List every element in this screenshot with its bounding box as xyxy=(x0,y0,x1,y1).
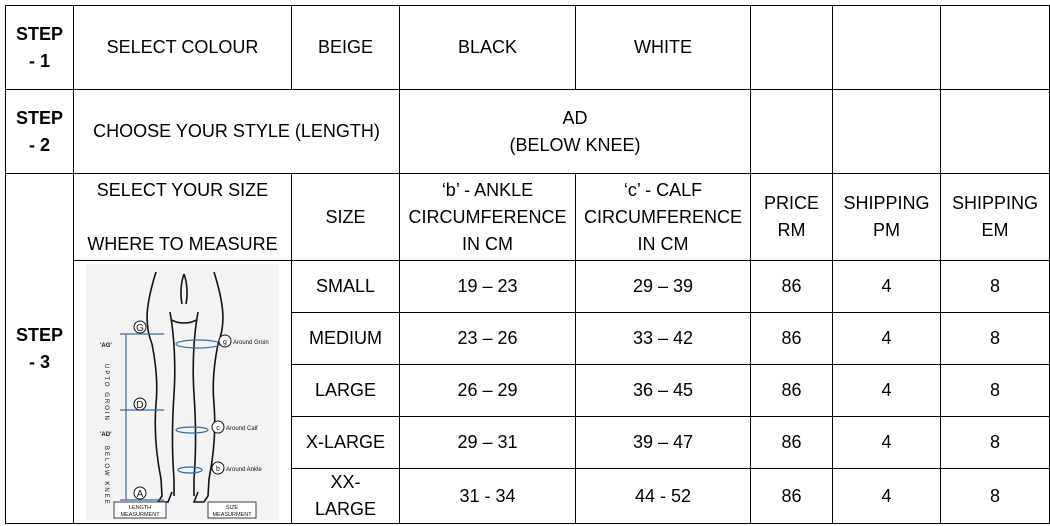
price-column-header: PRICE RM xyxy=(751,174,833,261)
where-to-measure-label: WHERE TO MEASURE xyxy=(87,233,278,254)
step-1-row xyxy=(6,6,1050,90)
calf-cell: 39 – 47 xyxy=(576,417,751,469)
price-cell: 86 xyxy=(751,469,833,524)
price-cell: 86 xyxy=(751,313,833,365)
price-cell: 86 xyxy=(751,417,833,469)
calf-column-header: ‘c’ - CALF CIRCUMFERENCE IN CM xyxy=(576,174,751,261)
calf-cell: 33 – 42 xyxy=(576,313,751,365)
ankle-cell: 31 - 34 xyxy=(400,469,576,524)
empty-cell xyxy=(941,90,1050,174)
empty-cell xyxy=(751,90,833,174)
size-cell[interactable]: X-LARGE xyxy=(292,417,400,469)
size-measurement-line1: SIZE xyxy=(225,505,239,511)
circle-c: c xyxy=(216,425,220,432)
measurement-diagram xyxy=(86,264,279,520)
step-1-label: STEP - 1 xyxy=(6,6,74,90)
ankle-cell: 23 – 26 xyxy=(400,313,576,365)
ankle-cell: 19 – 23 xyxy=(400,261,576,313)
leg-measurement-diagram xyxy=(86,264,279,520)
empty-cell xyxy=(833,6,941,90)
shipping-em-cell: 8 xyxy=(941,313,1050,365)
size-cell[interactable]: SMALL xyxy=(292,261,400,313)
ankle-cell: 29 – 31 xyxy=(400,417,576,469)
size-cell[interactable]: LARGE xyxy=(292,365,400,417)
shipping-pm-cell: 4 xyxy=(833,469,941,524)
below-knee-vertical: BELOW KNEE xyxy=(103,446,109,506)
table-row xyxy=(6,261,1050,313)
marker-g: G xyxy=(136,323,144,334)
size-header-row xyxy=(6,174,1050,261)
ankle-column-header: ‘b’ - ANKLE CIRCUMFERENCE IN CM xyxy=(400,174,576,261)
calf-cell: 36 – 45 xyxy=(576,365,751,417)
around-groin-label: Around Groin xyxy=(233,340,269,346)
shipping-em-cell: 8 xyxy=(941,417,1050,469)
length-measurement-line2: MEASURMENT xyxy=(120,512,160,518)
empty-cell xyxy=(833,90,941,174)
style-option-ad[interactable]: AD (BELOW KNEE) xyxy=(400,90,751,174)
around-calf-label: Around Calf xyxy=(226,426,258,432)
marker-d: D xyxy=(136,400,144,411)
ad-label: 'AD' xyxy=(100,432,112,438)
shipping-pm-cell: 4 xyxy=(833,261,941,313)
select-size-label: SELECT YOUR SIZE xyxy=(96,179,269,200)
size-measurement-line2: MEASURMENT xyxy=(212,512,252,518)
step-2-label: STEP - 2 xyxy=(6,90,74,174)
calf-cell: 44 - 52 xyxy=(576,469,751,524)
select-size-header xyxy=(74,174,292,261)
shipping-pm-cell: 4 xyxy=(833,417,941,469)
around-ankle-label: Around Ankle xyxy=(226,467,262,473)
ag-label: 'AG' xyxy=(100,343,112,349)
size-chart-table xyxy=(5,5,1050,524)
colour-option-black[interactable]: BLACK xyxy=(400,6,576,90)
circle-g: g xyxy=(223,339,227,346)
shipping-pm-cell: 4 xyxy=(833,365,941,417)
measurement-diagram-cell xyxy=(74,261,292,524)
shipping-em-cell: 8 xyxy=(941,365,1050,417)
shipping-em-header: SHIPPING EM xyxy=(941,174,1050,261)
shipping-pm-header: SHIPPING PM xyxy=(833,174,941,261)
colour-option-beige[interactable]: BEIGE xyxy=(292,6,400,90)
shipping-pm-cell: 4 xyxy=(833,313,941,365)
marker-a: A xyxy=(136,489,144,500)
ankle-cell: 26 – 29 xyxy=(400,365,576,417)
price-cell: 86 xyxy=(751,261,833,313)
step-2-row xyxy=(6,90,1050,174)
calf-cell: 29 – 39 xyxy=(576,261,751,313)
select-colour-label: SELECT COLOUR xyxy=(74,6,292,90)
size-cell[interactable]: XX- LARGE xyxy=(292,469,400,524)
size-cell[interactable]: MEDIUM xyxy=(292,313,400,365)
choose-style-label: CHOOSE YOUR STYLE (LENGTH) xyxy=(74,90,400,174)
empty-cell xyxy=(751,6,833,90)
empty-cell xyxy=(941,6,1050,90)
shipping-em-cell: 8 xyxy=(941,469,1050,524)
size-column-header: SIZE xyxy=(292,174,400,261)
shipping-em-cell: 8 xyxy=(941,261,1050,313)
length-measurement-line1: LENGTH xyxy=(128,505,152,511)
upto-groin-vertical: UPTO GROIN xyxy=(103,364,109,422)
colour-option-white[interactable]: WHITE xyxy=(576,6,751,90)
price-cell: 86 xyxy=(751,365,833,417)
step-3-label: STEP - 3 xyxy=(6,174,74,524)
circle-b: b xyxy=(216,466,220,473)
